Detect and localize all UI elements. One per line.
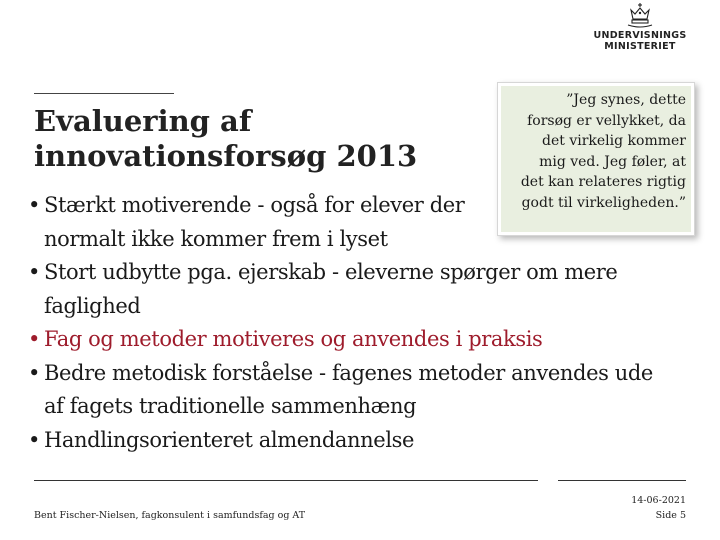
bullet-item <box>28 357 688 424</box>
logo-text-line-2: MINISTERIET <box>604 41 676 52</box>
bullet-line: Handlingsorienteret almendannelse <box>44 427 415 452</box>
bullet-item <box>28 256 688 323</box>
quote-line: det virkelig kommer <box>542 133 686 149</box>
bullet-line: af fagets traditionelle sammenhæng <box>44 394 417 418</box>
bullet-marker: • <box>28 360 40 385</box>
bullet-line: normalt ikke kommer frem i lyset <box>44 226 388 251</box>
bullet-line: Bedre metodisk forståelse - fagenes metoder anvendes ude <box>44 360 653 385</box>
bullet-marker: • <box>28 193 40 217</box>
slide-title-line-2: innovationsforsøg 2013 <box>34 139 418 173</box>
quote-text <box>501 86 691 232</box>
quote-line: mig ved. Jeg føler, at <box>539 153 686 170</box>
bullet-line: Stærkt motiverende - også for elever der <box>44 193 465 217</box>
footer-rule-left <box>34 480 538 481</box>
footer-page-number: Side 5 <box>655 510 686 521</box>
logo-text-line-1: UNDERVISNINGS <box>593 30 687 41</box>
footer-date: 14-06-2021 <box>631 495 686 506</box>
quote-line: det kan relateres rigtig <box>520 174 686 190</box>
bullet-marker: • <box>28 260 40 284</box>
footer-author: Bent Fischer-Nielsen, fagkonsulent i samfundsfag og AT <box>34 510 306 521</box>
bullet-line: faglighed <box>44 293 141 318</box>
footer-rule-right <box>558 480 686 481</box>
slide-title-line-1: Evaluering af <box>34 104 252 138</box>
bullet-line: Stort udbytte pga. ejerskab - eleverne spørger om mere <box>44 260 618 284</box>
royal-crown-icon <box>590 2 690 28</box>
bullet-marker: • <box>28 327 40 351</box>
bullet-item <box>28 424 688 458</box>
quote-line: godt til virkeligheden.” <box>521 194 686 211</box>
quote-box <box>497 82 695 236</box>
title-rule <box>34 93 174 94</box>
ministry-logo <box>590 2 690 54</box>
bullet-marker: • <box>28 427 40 452</box>
quote-line: ”Jeg synes, dette <box>566 92 686 108</box>
quote-line: forsøg er vellykket, da <box>527 112 686 129</box>
bullet-item-highlighted <box>28 323 688 357</box>
slide-title <box>34 104 474 174</box>
bullet-line: Fag og metoder motiveres og anvendes i praksis <box>44 327 543 351</box>
